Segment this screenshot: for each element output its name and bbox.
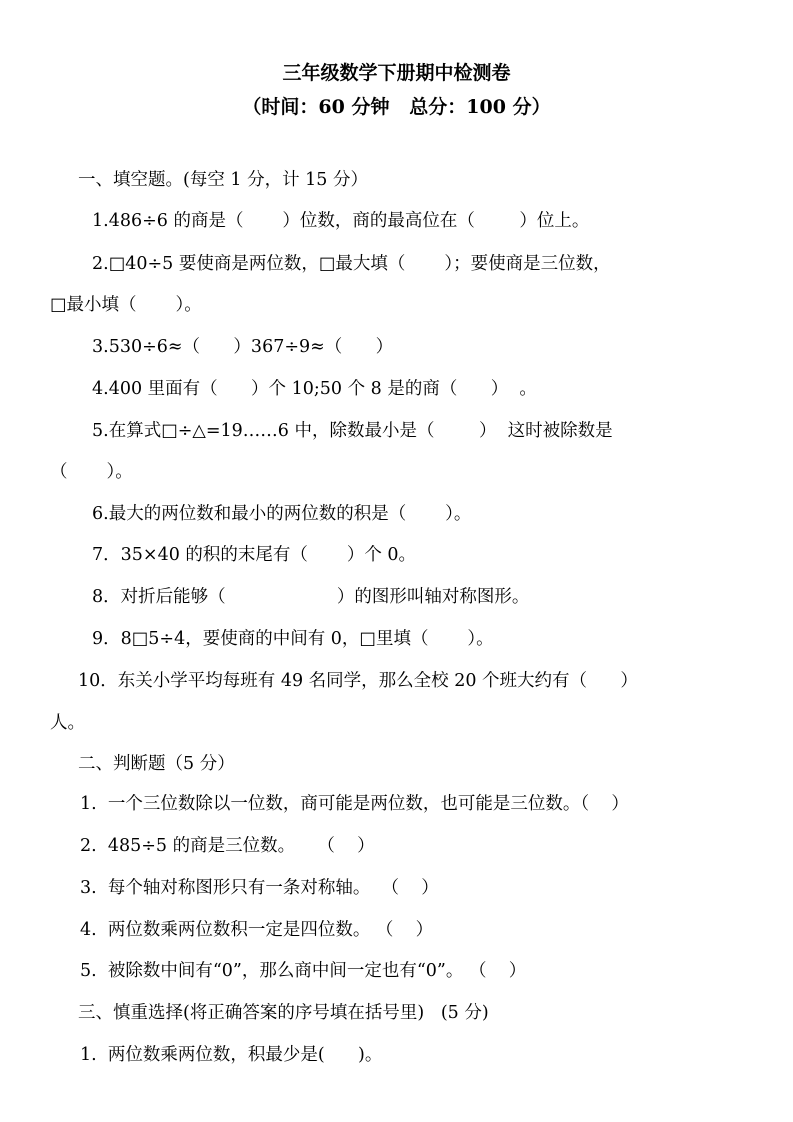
question-line: 6.最大的两位数和最小的两位数的积是（ ）。	[92, 504, 472, 524]
judgment-line: 4. 两位数乘两位数积一定是四位数。 （ ）	[80, 920, 434, 940]
question-line: 3.530÷6≈（ ）367÷9≈（ ）	[92, 337, 394, 357]
question-line: 4.400 里面有（ ）个 10;50 个 8 是的商（ ） 。	[92, 379, 537, 399]
question-line: 8．对折后能够（ ）的图形叫轴对称图形。	[92, 587, 530, 607]
exam-title: 三年级数学下册期中检测卷	[282, 62, 511, 84]
question-line: 5.在算式□÷△=19……6 中，除数最小是（ ） 这时被除数是	[92, 421, 613, 441]
question-line: 人。	[50, 713, 85, 733]
question-line: 1.486÷6 的商是（ ）位数，商的最高位在（ ）位上。	[92, 211, 590, 231]
judgment-line: 5. 被除数中间有“0”，那么商中间一定也有“0”。 （ ）	[80, 961, 527, 981]
question-line: □最小填（ ）。	[50, 295, 202, 315]
question-line: （ ）。	[50, 462, 133, 482]
question-line: 10．东关小学平均每班有 49 名同学，那么全校 20 个班大约有（ ）	[78, 671, 638, 691]
exam-subtitle: （时间：60 分钟 总分：100 分）	[242, 96, 551, 118]
section1-heading: 一、填空题。(每空 1 分，计 15 分）	[78, 170, 368, 190]
question-line: 7．35×40 的积的末尾有（ ）个 0。	[92, 545, 417, 565]
judgment-line: 1. 一个三位数除以一位数，商可能是两位数，也可能是三位数。（ ）	[80, 794, 629, 814]
section3-heading: 三、慎重选择(将正确答案的序号填在括号里) (5 分)	[78, 1003, 489, 1023]
judgment-line: 3. 每个轴对称图形只有一条对称轴。 （ ）	[80, 878, 439, 898]
section2-heading: 二、判断题（5 分）	[78, 754, 235, 774]
judgment-line: 2. 485÷5 的商是三位数。 （ ）	[80, 836, 375, 856]
choice-line: 1. 两位数乘两位数，积最少是( )。	[80, 1045, 383, 1065]
question-line: 9．8□5÷4，要使商的中间有 0，□里填（ ）。	[92, 629, 494, 649]
question-line: 2.□40÷5 要使商是两位数，□最大填（ ）；要使商是三位数，	[92, 254, 611, 274]
